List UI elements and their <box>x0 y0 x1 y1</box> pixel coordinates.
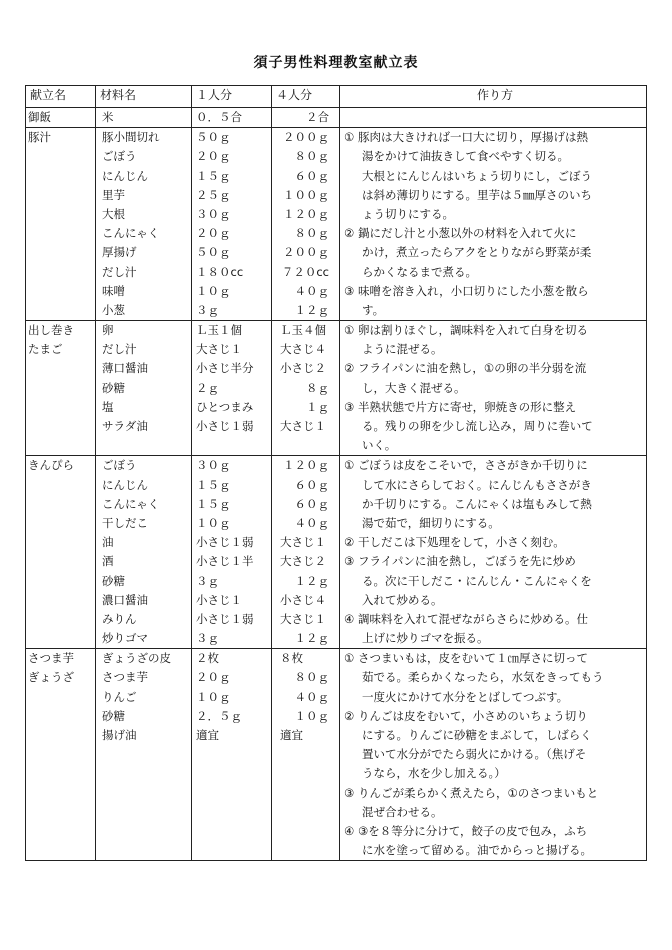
dish-name-cell <box>26 108 96 128</box>
material: 酒 <box>102 554 114 569</box>
one-serving-qty: ５０ｇ <box>196 245 231 260</box>
method-line: 置いて水分がでたら弱火にかける。（焦げそ <box>362 747 587 762</box>
menu-section-tonjiru <box>26 128 647 321</box>
method-line: す。 <box>362 302 385 317</box>
material: こんにゃく <box>102 226 160 241</box>
material: 干しだこ <box>102 515 148 530</box>
material: 濃口醤油 <box>102 592 148 607</box>
dish-name: たまご <box>28 342 63 357</box>
method-line: ② 干しだこは下処理をして，小さく刻む。 <box>344 535 565 550</box>
material-cell <box>96 108 192 128</box>
one-serving-qty: 小さじ半分 <box>196 361 254 376</box>
four-serving-qty: ２合 <box>306 110 329 124</box>
material-cell <box>96 128 192 321</box>
material: にんじん <box>102 168 148 183</box>
one-serving-qty: ０．５合 <box>196 110 242 124</box>
four-serving-qty: ４０ｇ <box>294 689 329 704</box>
material: 里芋 <box>102 187 125 202</box>
method-cell <box>340 128 647 321</box>
one-serving-qty: ３０ｇ <box>196 206 231 221</box>
material: りんご <box>102 689 137 704</box>
method-line: に水を塗って留める。油でからっと揚げる。 <box>362 843 592 858</box>
method-line: いく。 <box>362 438 397 453</box>
four-serving-qty: １２ｇ <box>294 573 329 588</box>
one-serving-qty-cell <box>192 456 272 649</box>
page-title: 須子男性料理教室献立表 <box>253 55 419 71</box>
material: 大根 <box>102 206 125 221</box>
material: 豚小間切れ <box>102 130 160 145</box>
material: だし汁 <box>102 342 137 357</box>
material: 揚げ油 <box>102 728 137 742</box>
four-serving-qty: １２ｇ <box>294 631 329 646</box>
one-serving-qty: ２０ｇ <box>196 226 231 241</box>
dish-name: 豚汁 <box>28 130 51 145</box>
one-serving-qty: １０ｇ <box>196 689 231 704</box>
four-serving-qty: ６０ｇ <box>294 477 329 492</box>
method-line: ④ ③を８等分に分けて，餃子の皮で包み，ふち <box>344 823 588 838</box>
material: こんにゃく <box>102 496 160 511</box>
one-serving-qty: 大さじ１ <box>196 342 242 357</box>
dish-name-cell <box>26 649 96 861</box>
four-serving-qty: １００ｇ <box>283 187 329 202</box>
method-cell <box>340 456 647 649</box>
four-serving-qty: 大さじ１ <box>280 535 326 550</box>
dish-name: さつま芋 <box>28 651 74 666</box>
method-line: 上げに炒りゴマを振る。 <box>362 631 489 646</box>
four-serving-qty: Ｌ玉４個 <box>280 323 326 338</box>
method-line: ように混ぜる。 <box>362 342 443 357</box>
material: ごぼう <box>102 149 137 164</box>
menu-table <box>25 85 647 861</box>
four-serving-qty: ８ｇ <box>306 380 329 395</box>
four-serving-qty: 大さじ１ <box>280 611 326 626</box>
four-serving-qty: ４０ｇ <box>294 283 329 298</box>
material-cell <box>96 649 192 861</box>
four-serving-qty-cell <box>272 108 340 128</box>
one-serving-qty: 適宜 <box>196 728 219 742</box>
one-serving-qty-cell <box>192 108 272 128</box>
method-cell <box>340 321 647 456</box>
material: さつま芋 <box>102 670 148 685</box>
one-serving-qty: 小さじ１弱 <box>196 611 254 626</box>
one-serving-qty: ２０ｇ <box>196 670 231 685</box>
dish-name: 出し巻き <box>28 323 74 338</box>
dish-name-cell <box>26 456 96 649</box>
header-row <box>26 86 647 108</box>
material: にんじん <box>102 477 148 492</box>
one-serving-qty: ２ｇ <box>196 380 219 395</box>
one-serving-qty: ３ｇ <box>196 302 219 317</box>
material: 卵 <box>102 323 114 338</box>
material: 小葱 <box>102 302 125 317</box>
one-serving-qty: １５ｇ <box>196 168 231 183</box>
one-serving-qty: １５ｇ <box>196 496 231 511</box>
four-serving-qty: ７２０cc <box>281 264 329 279</box>
material: 砂糖 <box>102 573 125 588</box>
one-serving-qty: 小さじ１弱 <box>196 535 254 550</box>
menu-section-gohan <box>26 108 647 128</box>
header-four-servings: ４人分 <box>272 86 340 108</box>
four-serving-qty: １２０ｇ <box>283 206 329 221</box>
one-serving-qty: １０ｇ <box>196 283 231 298</box>
method-line: 湯をかけて油抜きして食べやすく切る。 <box>362 149 569 164</box>
four-serving-qty: 大さじ４ <box>280 342 326 357</box>
material: ごぼう <box>102 458 137 473</box>
material-cell <box>96 321 192 456</box>
one-serving-qty: １０ｇ <box>196 515 231 530</box>
method-line: うなら，水を少し加える。） <box>362 766 506 781</box>
four-serving-qty: ８０ｇ <box>294 670 329 685</box>
four-serving-qty-cell <box>272 649 340 861</box>
method-line: ④ 調味料を入れて混ぜながらさらに炒める。仕 <box>344 611 588 626</box>
one-serving-qty: 小さじ１ <box>196 592 242 607</box>
material: 塩 <box>102 399 114 414</box>
header-one-serving: １人分 <box>192 86 272 108</box>
method-line: る。次に干しだこ・にんじん・こんにゃくを <box>362 573 592 588</box>
dish-name-cell <box>26 128 96 321</box>
material: 砂糖 <box>102 380 125 395</box>
menu-section-kinpira <box>26 456 647 649</box>
one-serving-qty: １８０cc <box>196 264 244 279</box>
material: 厚揚げ <box>102 245 137 260</box>
method-line: ③ 半熟状態で片方に寄せ，卵焼きの形に整え <box>344 399 577 414</box>
menu-section-dashimaki <box>26 321 647 456</box>
material: サラダ油 <box>102 419 148 433</box>
four-serving-qty: １２０ｇ <box>283 458 329 473</box>
one-serving-qty: ひとつまみ <box>196 399 254 414</box>
material: 薄口醤油 <box>102 361 148 376</box>
four-serving-qty: 小さじ２ <box>280 361 326 376</box>
method-cell <box>340 108 647 128</box>
one-serving-qty: ２５ｇ <box>196 187 231 202</box>
material: 油 <box>102 535 114 550</box>
material: 味噌 <box>102 283 125 298</box>
method-line: ③ フライパンに油を熱し，ごぼうを先に炒め <box>344 554 576 569</box>
dish-name: ぎょうざ <box>28 670 74 685</box>
material-cell <box>96 456 192 649</box>
one-serving-qty: 小さじ１弱 <box>196 419 254 433</box>
four-serving-qty: ２００ｇ <box>283 245 329 260</box>
method-line: 湯で茹で，細切りにする。 <box>362 515 500 530</box>
method-line: かけ，煮立ったらアクをとりながら野菜が柔 <box>362 245 592 260</box>
one-serving-qty-cell <box>192 321 272 456</box>
method-line: ② 鍋にだし汁と小葱以外の材料を入れて火に <box>344 226 577 241</box>
one-serving-qty: ３ｇ <box>196 631 219 646</box>
method-line: る。残りの卵を少し流し込み，周りに巻いて <box>362 419 593 433</box>
one-serving-qty: ３ｇ <box>196 573 219 588</box>
four-serving-qty-cell <box>272 456 340 649</box>
method-line: 一度火にかけて水分をとばしてつぶす。 <box>362 689 569 704</box>
material: ぎょうざの皮 <box>102 651 171 666</box>
method-line: 混ぜ合わせる。 <box>362 804 443 819</box>
material: 砂糖 <box>102 708 125 723</box>
four-serving-qty: １２ｇ <box>294 302 329 317</box>
four-serving-qty: ８０ｇ <box>294 149 329 164</box>
method-line: して水にさらしておく。にんじんもささがき <box>362 477 592 492</box>
four-serving-qty-cell <box>272 321 340 456</box>
method-line: ょう切りにする。 <box>362 206 454 221</box>
dish-name: 御飯 <box>28 110 51 124</box>
four-serving-qty-cell <box>272 128 340 321</box>
method-line: ① 豚肉は大きければ一口大に切り，厚揚げは熱 <box>344 130 588 145</box>
method-line: らかくなるまで煮る。 <box>362 264 477 279</box>
one-serving-qty: 小さじ１半 <box>196 554 254 569</box>
one-serving-qty: ２枚 <box>196 651 219 666</box>
four-serving-qty: ８０ｇ <box>294 226 329 241</box>
method-line: ① 卵は割りほぐし，調味料を入れて白身を切る <box>344 323 588 338</box>
one-serving-qty: ２０ｇ <box>196 149 231 164</box>
one-serving-qty: ２．５ｇ <box>196 708 242 723</box>
dish-name-cell <box>26 321 96 456</box>
one-serving-qty: ３０ｇ <box>196 458 231 473</box>
one-serving-qty: ５０ｇ <box>196 130 231 145</box>
header-dish: 献立名 <box>26 86 96 108</box>
method-line: 入れて炒める。 <box>362 592 443 607</box>
material: みりん <box>102 611 137 626</box>
method-line: は斜め薄切りにする。里芋は５㎜厚さのいち <box>362 187 592 202</box>
one-serving-qty: Ｌ玉１個 <box>196 323 242 338</box>
one-serving-qty-cell <box>192 649 272 861</box>
method-line: ③ 味噌を溶き入れ，小口切りにした小葱を散ら <box>344 283 589 298</box>
material: だし汁 <box>102 264 137 279</box>
method-line: ① ごぼうは皮をこそいで，ささがきか千切りに <box>344 458 588 473</box>
method-line: し，大きく混ぜる。 <box>362 380 466 395</box>
menu-body <box>26 108 647 861</box>
method-line: ③ りんごが柔らかく煮えたら，①のさつまいもと <box>344 785 599 800</box>
menu-section-gyoza <box>26 649 647 861</box>
four-serving-qty: １ｇ <box>306 399 329 414</box>
four-serving-qty: 大さじ１ <box>280 419 326 433</box>
four-serving-qty: １０ｇ <box>294 708 329 723</box>
four-serving-qty: ４０ｇ <box>294 515 329 530</box>
four-serving-qty: 大さじ２ <box>280 554 326 569</box>
method-line: 茹でる。柔らかくなったら，水気をきってもう <box>362 670 604 685</box>
four-serving-qty: ６０ｇ <box>294 496 329 511</box>
method-line: ② りんごは皮をむいて，小さめのいちょう切り <box>344 708 588 723</box>
header-method: 作り方 <box>340 86 647 108</box>
method-line: ② フライパンに油を熱し，①の卵の半分弱を流 <box>344 361 587 376</box>
four-serving-qty: ６０ｇ <box>294 168 329 183</box>
four-serving-qty: ８枚 <box>280 651 303 666</box>
method-cell <box>340 649 647 861</box>
header-material: 材料名 <box>96 86 192 108</box>
four-serving-qty: ２００ｇ <box>283 130 329 145</box>
material: 米 <box>102 110 114 124</box>
method-line: ① さつまいもは，皮をむいて１㎝厚さに切って <box>344 651 588 666</box>
four-serving-qty: 適宜 <box>280 728 303 742</box>
method-line: にする。りんごに砂糖をまぶして，しばらく <box>362 728 592 742</box>
one-serving-qty: １５ｇ <box>196 477 231 492</box>
method-line: か千切りにする。こんにゃくは塩もみして熱 <box>362 496 592 511</box>
four-serving-qty: 小さじ４ <box>280 592 326 607</box>
method-line: 大根とにんじんはいちょう切りにし，ごぼう <box>362 168 592 183</box>
dish-name: きんぴら <box>28 458 74 473</box>
material: 炒りゴマ <box>102 631 148 646</box>
one-serving-qty-cell <box>192 128 272 321</box>
